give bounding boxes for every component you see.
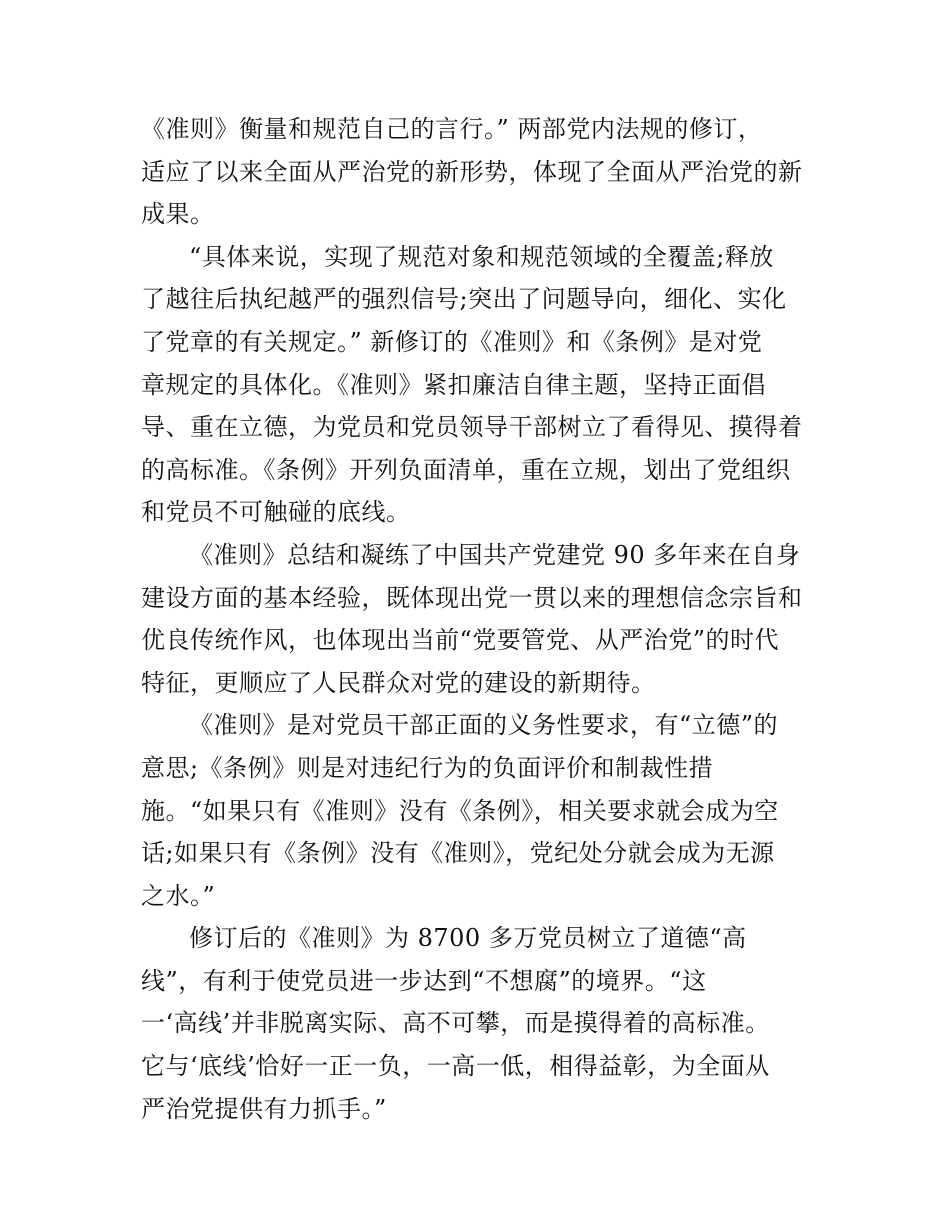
paragraph-4 — [141, 704, 813, 917]
text-line: 适应了以来全面从严治党的新形势，体现了全面从严治党的新 — [141, 157, 803, 186]
text-line: 《准则》衡量和规范自己的言行。” 两部党内法规的修订， — [141, 115, 763, 143]
text-line: 章规定的具体化。《准则》紧扣廉洁自律主题，坚持正面倡 — [141, 370, 766, 399]
text-line: 建设方面的基本经验，既体现出党一贯以来的理想信念宗旨和 — [141, 583, 803, 612]
text-line: 一‘高线’并非脱离实际、高不可攀，而是摸得着的高标准。 — [141, 1009, 770, 1038]
paragraph-5 — [141, 917, 813, 1130]
document-body — [141, 108, 813, 1130]
paragraph-3 — [141, 534, 813, 704]
text-line: “具体来说，实现了规范对象和规范领域的全覆盖;释放 — [189, 242, 774, 271]
text-line: 优良传统作风，也体现出当前“党要管党、从严治党”的时代 — [141, 626, 780, 655]
text-line: 修订后的《准则》为 8700 多万党员树立了道德“高 — [189, 924, 747, 953]
paragraph-2 — [141, 236, 813, 534]
text-line: 话;如果只有《条例》没有《准则》，党纪处分就会成为无源 — [141, 839, 775, 868]
text-line: 成果。 — [141, 200, 215, 229]
text-line: 之水。” — [141, 881, 216, 910]
text-line: 和党员不可触碰的底线。 — [141, 498, 411, 527]
text-line: 施。“如果只有《准则》没有《条例》，相关要求就会成为空 — [141, 796, 779, 825]
text-line: 意思;《条例》则是对违纪行为的负面评价和制裁性措 — [141, 753, 714, 782]
text-line: 的高标准。《条例》开列负面清单，重在立规，划出了党组织 — [141, 455, 791, 484]
text-line: 它与‘底线’恰好一正一负，一高一低，相得益彰，为全面从 — [141, 1052, 770, 1081]
text-line: 《准则》是对党员干部正面的义务性要求，有“立德”的 — [189, 711, 779, 740]
text-line: 了党章的有关规定。” 新修订的《准则》和《条例》是对党 — [141, 327, 763, 356]
text-line: 了越往后执纪越严的强烈信号;突出了问题导向，细化、实化 — [141, 285, 787, 314]
text-line: 导、重在立德，为党员和党员领导干部树立了看得见、摸得着 — [141, 413, 803, 442]
text-line: 《准则》总结和凝练了中国共产党建党 90 多年来在自身 — [189, 540, 801, 569]
text-line: 严治党提供有力抓手。” — [141, 1094, 387, 1123]
paragraph-1 — [141, 108, 813, 236]
text-line: 线”，有利于使党员进一步达到“不想腐”的境界。“这 — [141, 966, 707, 995]
text-line: 特征，更顺应了人民群众对党的建设的新期待。 — [141, 668, 656, 697]
